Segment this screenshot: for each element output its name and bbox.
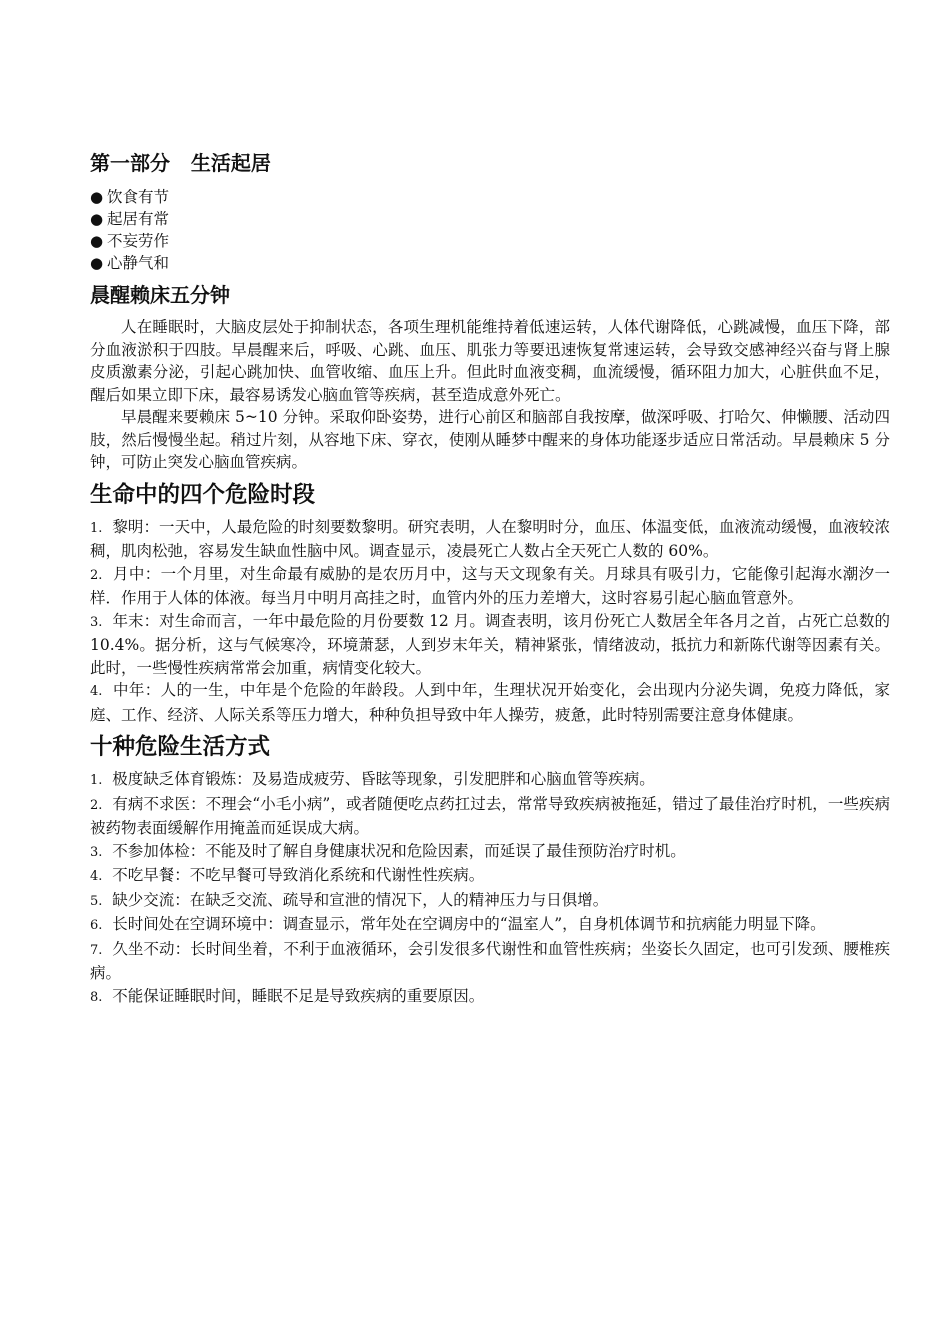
item-text: 年末：对生命而言，一年中最危险的月份要数 12 月。调查表明，该月份死亡人数居全年各月之首，占死亡总数的 10.4%。据分析，这与气候寒冷，环境萧瑟，人到岁末年关，精神紧张，情绪波动，抵抗力和新陈代谢等因素有关。此时，一些慢性疾病常常会加重，病情变化较大。	[90, 611, 890, 677]
list-item	[90, 840, 890, 865]
paragraph: 早晨醒来要赖床 5~10 分钟。采取仰卧姿势，进行心前区和脑部自我按摩，做深呼吸、打哈欠、伸懒腰、活动四肢，然后慢慢坐起。稍过片刻，从容地下床、穿衣，使刚从睡梦中醒来的身体功能逐步适应日常活动。早晨赖床 5 分钟，可防止突发心脑血管疾病。	[90, 408, 890, 471]
danger-period-list	[90, 516, 890, 727]
list-item	[90, 186, 890, 208]
list-item	[90, 864, 890, 889]
bullet-dot-icon: ●	[90, 188, 104, 206]
paragraph: 人在睡眠时，大脑皮层处于抑制状态，各项生理机能维持着低速运转，人体代谢降低，心跳减慢，血压下降，部分血液淤积于四肢。早晨醒来后，呼吸、心跳、血压、肌张力等要迅速恢复常速运转，会导致交感神经兴奋与肾上腺皮质激素分泌，引起心跳加快、血管收缩、血压上升。但此时血液变稠，血流缓慢，循环阻力加大，心脏供血不足，醒后如果立即下床，最容易诱发心脑血管等疾病，甚至造成意外死亡。	[90, 318, 890, 404]
list-item	[90, 208, 890, 230]
list-item	[90, 679, 890, 726]
bullet-text: 心静气和	[107, 254, 170, 272]
list-item	[90, 252, 890, 274]
bullet-dot-icon: ●	[90, 232, 104, 250]
bullet-dot-icon: ●	[90, 210, 104, 228]
list-item	[90, 610, 890, 680]
item-text: 不参加体检：不能及时了解自身健康状况和危险因素，而延误了最佳预防治疗时机。	[112, 841, 686, 860]
item-text: 极度缺乏体育锻炼：及易造成疲劳、昏眩等现象，引发肥胖和心脑血管等疾病。	[112, 770, 655, 788]
bullet-list	[90, 186, 890, 274]
item-number: 6.	[90, 918, 103, 933]
list-item	[90, 563, 890, 610]
item-number: 5.	[90, 893, 103, 909]
section-heading-danger-periods: 生命中的四个危险时段	[90, 481, 316, 508]
list-item	[90, 230, 890, 252]
item-number: 4.	[90, 684, 103, 699]
item-text: 久坐不动：长时间坐着，不利于血液循环，会引发很多代谢性和血管性疾病；坐姿长久固定，也可引发颈、腰椎疾病。	[90, 939, 890, 982]
item-number: 3.	[90, 614, 103, 630]
item-number: 1.	[90, 773, 103, 788]
item-number: 1.	[90, 520, 103, 536]
bullet-text: 起居有常	[107, 210, 170, 228]
item-number: 3.	[90, 844, 103, 860]
list-item	[90, 913, 890, 938]
item-number: 8.	[90, 989, 103, 1005]
bullet-dot-icon: ●	[90, 254, 104, 272]
item-number: 7.	[90, 942, 103, 958]
risky-lifestyle-list	[90, 768, 890, 1009]
item-text: 月中：一个月里，对生命最有威胁的是农历月中，这与天文现象有关。月球具有吸引力，它能像引起海水潮汐一样．作用于人体的体液。每当月中明月高挂之时，血管内外的压力差增大，这时容易引起心脑血管意外。	[90, 564, 890, 607]
section-heading-risky-lifestyles: 十种危险生活方式	[90, 734, 271, 760]
item-number: 2.	[90, 567, 103, 583]
list-item	[90, 985, 890, 1010]
item-text: 缺少交流：在缺乏交流、疏导和宣泄的情况下，人的精神压力与日俱增。	[112, 890, 609, 909]
item-text: 中年：人的一生，中年是个危险的年龄段。人到中年，生理状况开始变化，会出现内分泌失调，免疫力降低，家庭、工作、经济、人际关系等压力增大，种种负担导致中年人操劳，疲惫，此时特别需要注意身体健康。	[90, 681, 890, 724]
item-number: 4.	[90, 869, 103, 884]
bullet-text: 不妄劳作	[107, 232, 170, 250]
item-number: 2.	[90, 797, 103, 813]
bullet-text: 饮食有节	[107, 188, 170, 206]
list-item	[90, 793, 890, 840]
part-title: 第一部分 生活起居	[90, 151, 271, 175]
list-item	[90, 938, 890, 985]
item-text: 黎明：一天中，人最危险的时刻要数黎明。研究表明，人在黎明时分，血压、体温变低，血液流动缓慢，血液较浓稠，肌肉松弛，容易发生缺血性脑中风。调查显示，凌晨死亡人数占全天死亡人数的 60%。	[90, 517, 890, 560]
item-text: 不能保证睡眠时间，睡眠不足是导致疾病的重要原因。	[112, 986, 485, 1005]
item-text: 长时间处在空调环境中：调查显示，常年处在空调房中的“温室人”，自身机体调节和抗病能力明显下降。	[112, 915, 826, 933]
list-item	[90, 768, 890, 793]
item-text: 不吃早餐：不吃早餐可导致消化系统和代谢性性疾病。	[112, 866, 485, 884]
item-text: 有病不求医：不理会“小毛小病”，或者随便吃点药扛过去，常常导致疾病被拖延，错过了最佳治疗时机，一些疾病被药物表面缓解作用掩盖而延误成大病。	[90, 794, 890, 837]
section-heading-morning: 晨醒赖床五分钟	[90, 283, 230, 307]
document-page	[90, 148, 890, 1013]
list-item	[90, 889, 890, 914]
list-item	[90, 516, 890, 563]
